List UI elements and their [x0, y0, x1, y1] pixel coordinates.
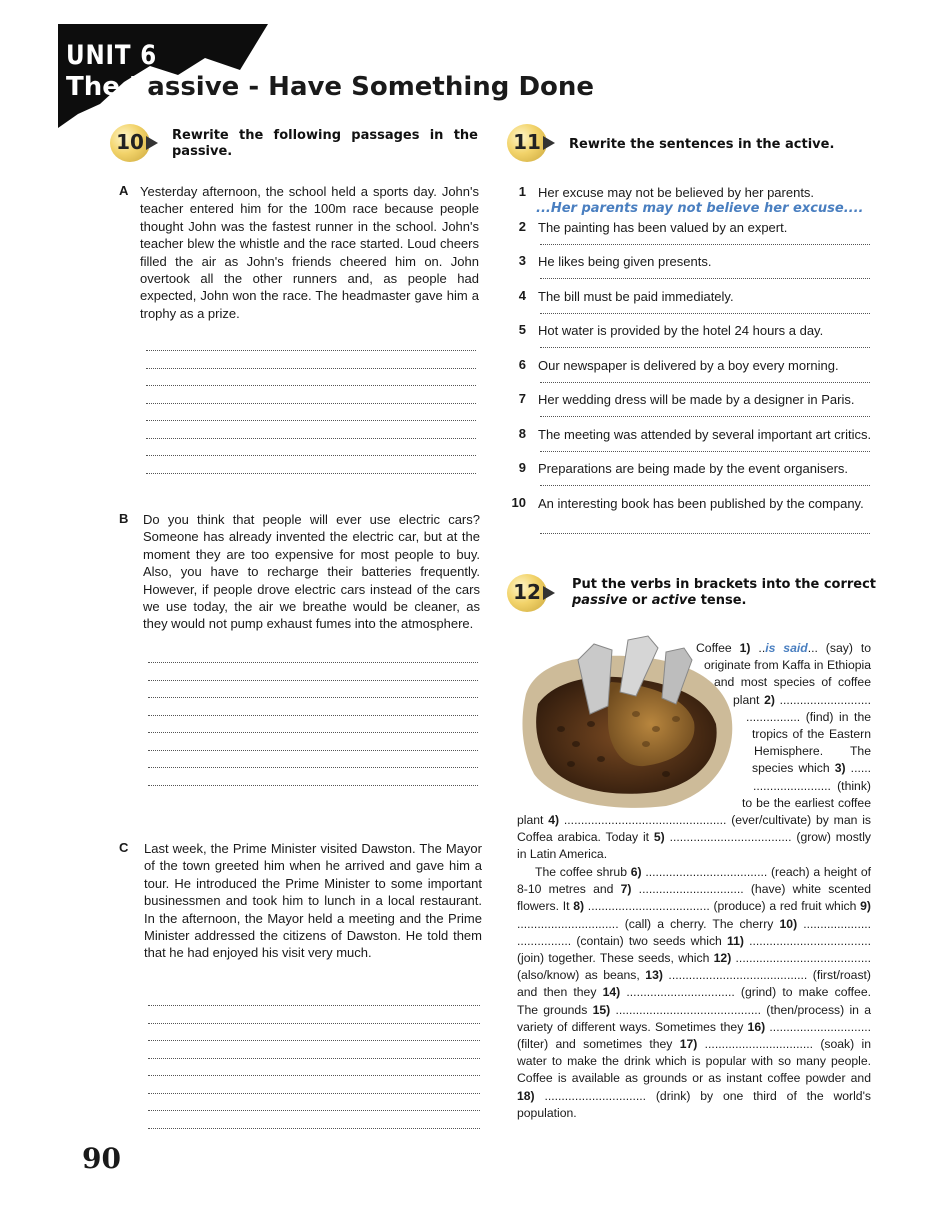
passage-a-text: Yesterday afternoon, the school held a sports day. John's teacher entered him for the 100m race because people thought John was the fastest runner in the school. John's teacher blew the whistle and the race started. Loud cheers filled the air as John's friends cheered him on. John overtook all the other runners and, as people had expected, John won the race. The headmaster gave him a trophy as a prize. — [140, 184, 479, 321]
exercise-12-paragraph-2: The coffee shrub 6) .................................... (reach) a height of 8-10 metres and 7) ............................... (have) white scented flowers. It 8) .................................... (produce) a red fruit which 9) .............................. (call) a cherry. The cherry 10) .................... ................ (contain) two seeds which 11) .................................... (join) together. These seeds, which 12) ........................................ (also/know) as beans, 13) ......................................... (first/roast) and then they 14) ................................ (grind) to make coffee. The grounds 15) ........................................... (then/process) in a variety of different ways. Sometimes they 16) .............................. (filter) and sometimes they 17) ................................ (soak) in water to make the drink which is popular with so many people. Coffee is available as grounds or as instant coffee powder and 18) .............................. (drink) by one third of the world's population. — [517, 865, 872, 1120]
cloze-line: Coffee 1) ..is said... (say) to — [696, 641, 871, 655]
item-number: 10 — [511, 495, 526, 510]
cloze-line: species which 3) ...... — [752, 761, 871, 776]
answer-line[interactable] — [540, 525, 870, 534]
page-number: 90 — [82, 1142, 121, 1175]
exercise-12-instruction: Put the verbs in brackets into the correct passive or active tense. — [572, 577, 877, 608]
exercise-12-paragraph-1: plant 4) ................................................ (ever/cultivate) by man is Coffea arabica. Today it 5) .................................... (grow) mostly in Latin America. — [517, 813, 871, 862]
passage-a-letter: A — [119, 183, 129, 198]
answer-line[interactable] — [148, 1015, 480, 1024]
answer-line[interactable] — [540, 443, 870, 452]
item-sentence: Our newspaper is delivered by a boy every morning. — [538, 358, 839, 373]
cloze-line: plant 2) ........................... — [733, 692, 871, 707]
cloze-line: and most species of coffee — [714, 675, 871, 690]
item-sentence: An interesting book has been published by the company. — [538, 496, 864, 511]
answer-line[interactable] — [148, 689, 478, 698]
answer-line[interactable] — [148, 1102, 480, 1111]
example-answer: ...Her parents may not believe her excuse.... — [536, 201, 864, 216]
exercise-10-badge: 10 — [110, 124, 158, 162]
item-number: 1 — [518, 184, 526, 199]
cloze-line: originate from Kaffa in Ethiopia — [704, 658, 871, 673]
cloze-line: Hemisphere. The — [754, 744, 871, 759]
exercise-12-badge: 12 — [507, 574, 555, 612]
item-sentence: Hot water is provided by the hotel 24 hours a day. — [538, 323, 824, 338]
answer-line[interactable] — [146, 465, 476, 474]
item-number: 7 — [518, 391, 526, 406]
answer-line[interactable] — [146, 447, 476, 456]
answer-line[interactable] — [146, 430, 476, 439]
item-number: 5 — [518, 322, 526, 337]
answer-line[interactable] — [148, 1050, 480, 1059]
unit-title: The Passive - Have Something Done — [66, 72, 595, 102]
answer-line[interactable] — [540, 374, 870, 383]
answer-line[interactable] — [148, 707, 478, 716]
item-sentence: The painting has been valued by an expert. — [538, 220, 788, 235]
passage-b-letter: B — [119, 511, 129, 526]
exercise-10-instruction: Rewrite the following passages in the passive. — [172, 128, 478, 159]
answer-line[interactable] — [146, 342, 476, 351]
item-sentence: Her excuse may not be believed by her parents. — [538, 185, 815, 200]
cloze-line: tropics of the Eastern — [752, 727, 871, 741]
answer-line[interactable] — [540, 477, 870, 486]
item-number: 4 — [518, 288, 526, 303]
cloze-line: ....................... (think) — [753, 778, 871, 793]
answer-line[interactable] — [540, 236, 870, 245]
unit-label: UNIT 6 — [66, 40, 158, 71]
answer-line[interactable] — [540, 270, 870, 279]
answer-line[interactable] — [146, 412, 476, 421]
cloze-line: to be the earliest coffee — [742, 795, 871, 810]
exercise-11-instruction: Rewrite the sentences in the active. — [569, 137, 835, 152]
item-number: 3 — [518, 253, 526, 268]
item-number: 8 — [518, 426, 526, 441]
passage-c-letter: C — [119, 840, 129, 855]
item-number: 6 — [518, 357, 526, 372]
exercise-11-badge: 11 — [507, 124, 555, 162]
answer-line[interactable] — [540, 339, 870, 348]
answer-line[interactable] — [148, 1085, 480, 1094]
answer-line[interactable] — [148, 777, 478, 786]
answer-line[interactable] — [540, 408, 870, 417]
answer-line[interactable] — [148, 1032, 480, 1041]
passage-b-text: Do you think that people will ever use electric cars? Someone has already invented the electric car, but at the moment they are too expensive for most people to buy. Also, you have to recharge their batteries frequently. However, if people drove electric cars instead of the cars we use today, the air we breathe would be cleaner, as they would not pump exhaust fumes into the atmosphere. — [143, 512, 480, 632]
item-sentence: Her wedding dress will be made by a designer in Paris. — [538, 392, 855, 407]
item-number: 2 — [518, 219, 526, 234]
item-sentence: The meeting was attended by several important art critics. — [538, 427, 872, 442]
item-sentence: He likes being given presents. — [538, 254, 712, 269]
passage-c-text: Last week, the Prime Minister visited Dawston. The Mayor of the town greeted him when he arrived and gave him a tour. He introduced the Prime Minister to some important businessmen and took him to lunch in a local restaurant. In the afternoon, the Mayor held a meeting and the Prime Minister addressed the citizens of Dawston. He told them that he had enjoyed his visit very much. — [144, 841, 482, 961]
cloze-line: ................ (find) in the — [746, 709, 871, 724]
answer-line[interactable] — [148, 672, 478, 681]
answer-line[interactable] — [540, 305, 870, 314]
answer-line[interactable] — [146, 377, 476, 386]
answer-line[interactable] — [148, 759, 478, 768]
item-number: 9 — [518, 460, 526, 475]
item-sentence: The bill must be paid immediately. — [538, 289, 734, 304]
answer-line[interactable] — [148, 997, 480, 1006]
item-sentence: Preparations are being made by the event organisers. — [538, 461, 849, 476]
answer-line[interactable] — [146, 360, 476, 369]
answer-line[interactable] — [148, 742, 478, 751]
answer-line[interactable] — [146, 395, 476, 404]
answer-line[interactable] — [148, 1067, 480, 1076]
answer-line[interactable] — [148, 654, 478, 663]
answer-line[interactable] — [148, 1120, 480, 1129]
answer-line[interactable] — [148, 724, 478, 733]
